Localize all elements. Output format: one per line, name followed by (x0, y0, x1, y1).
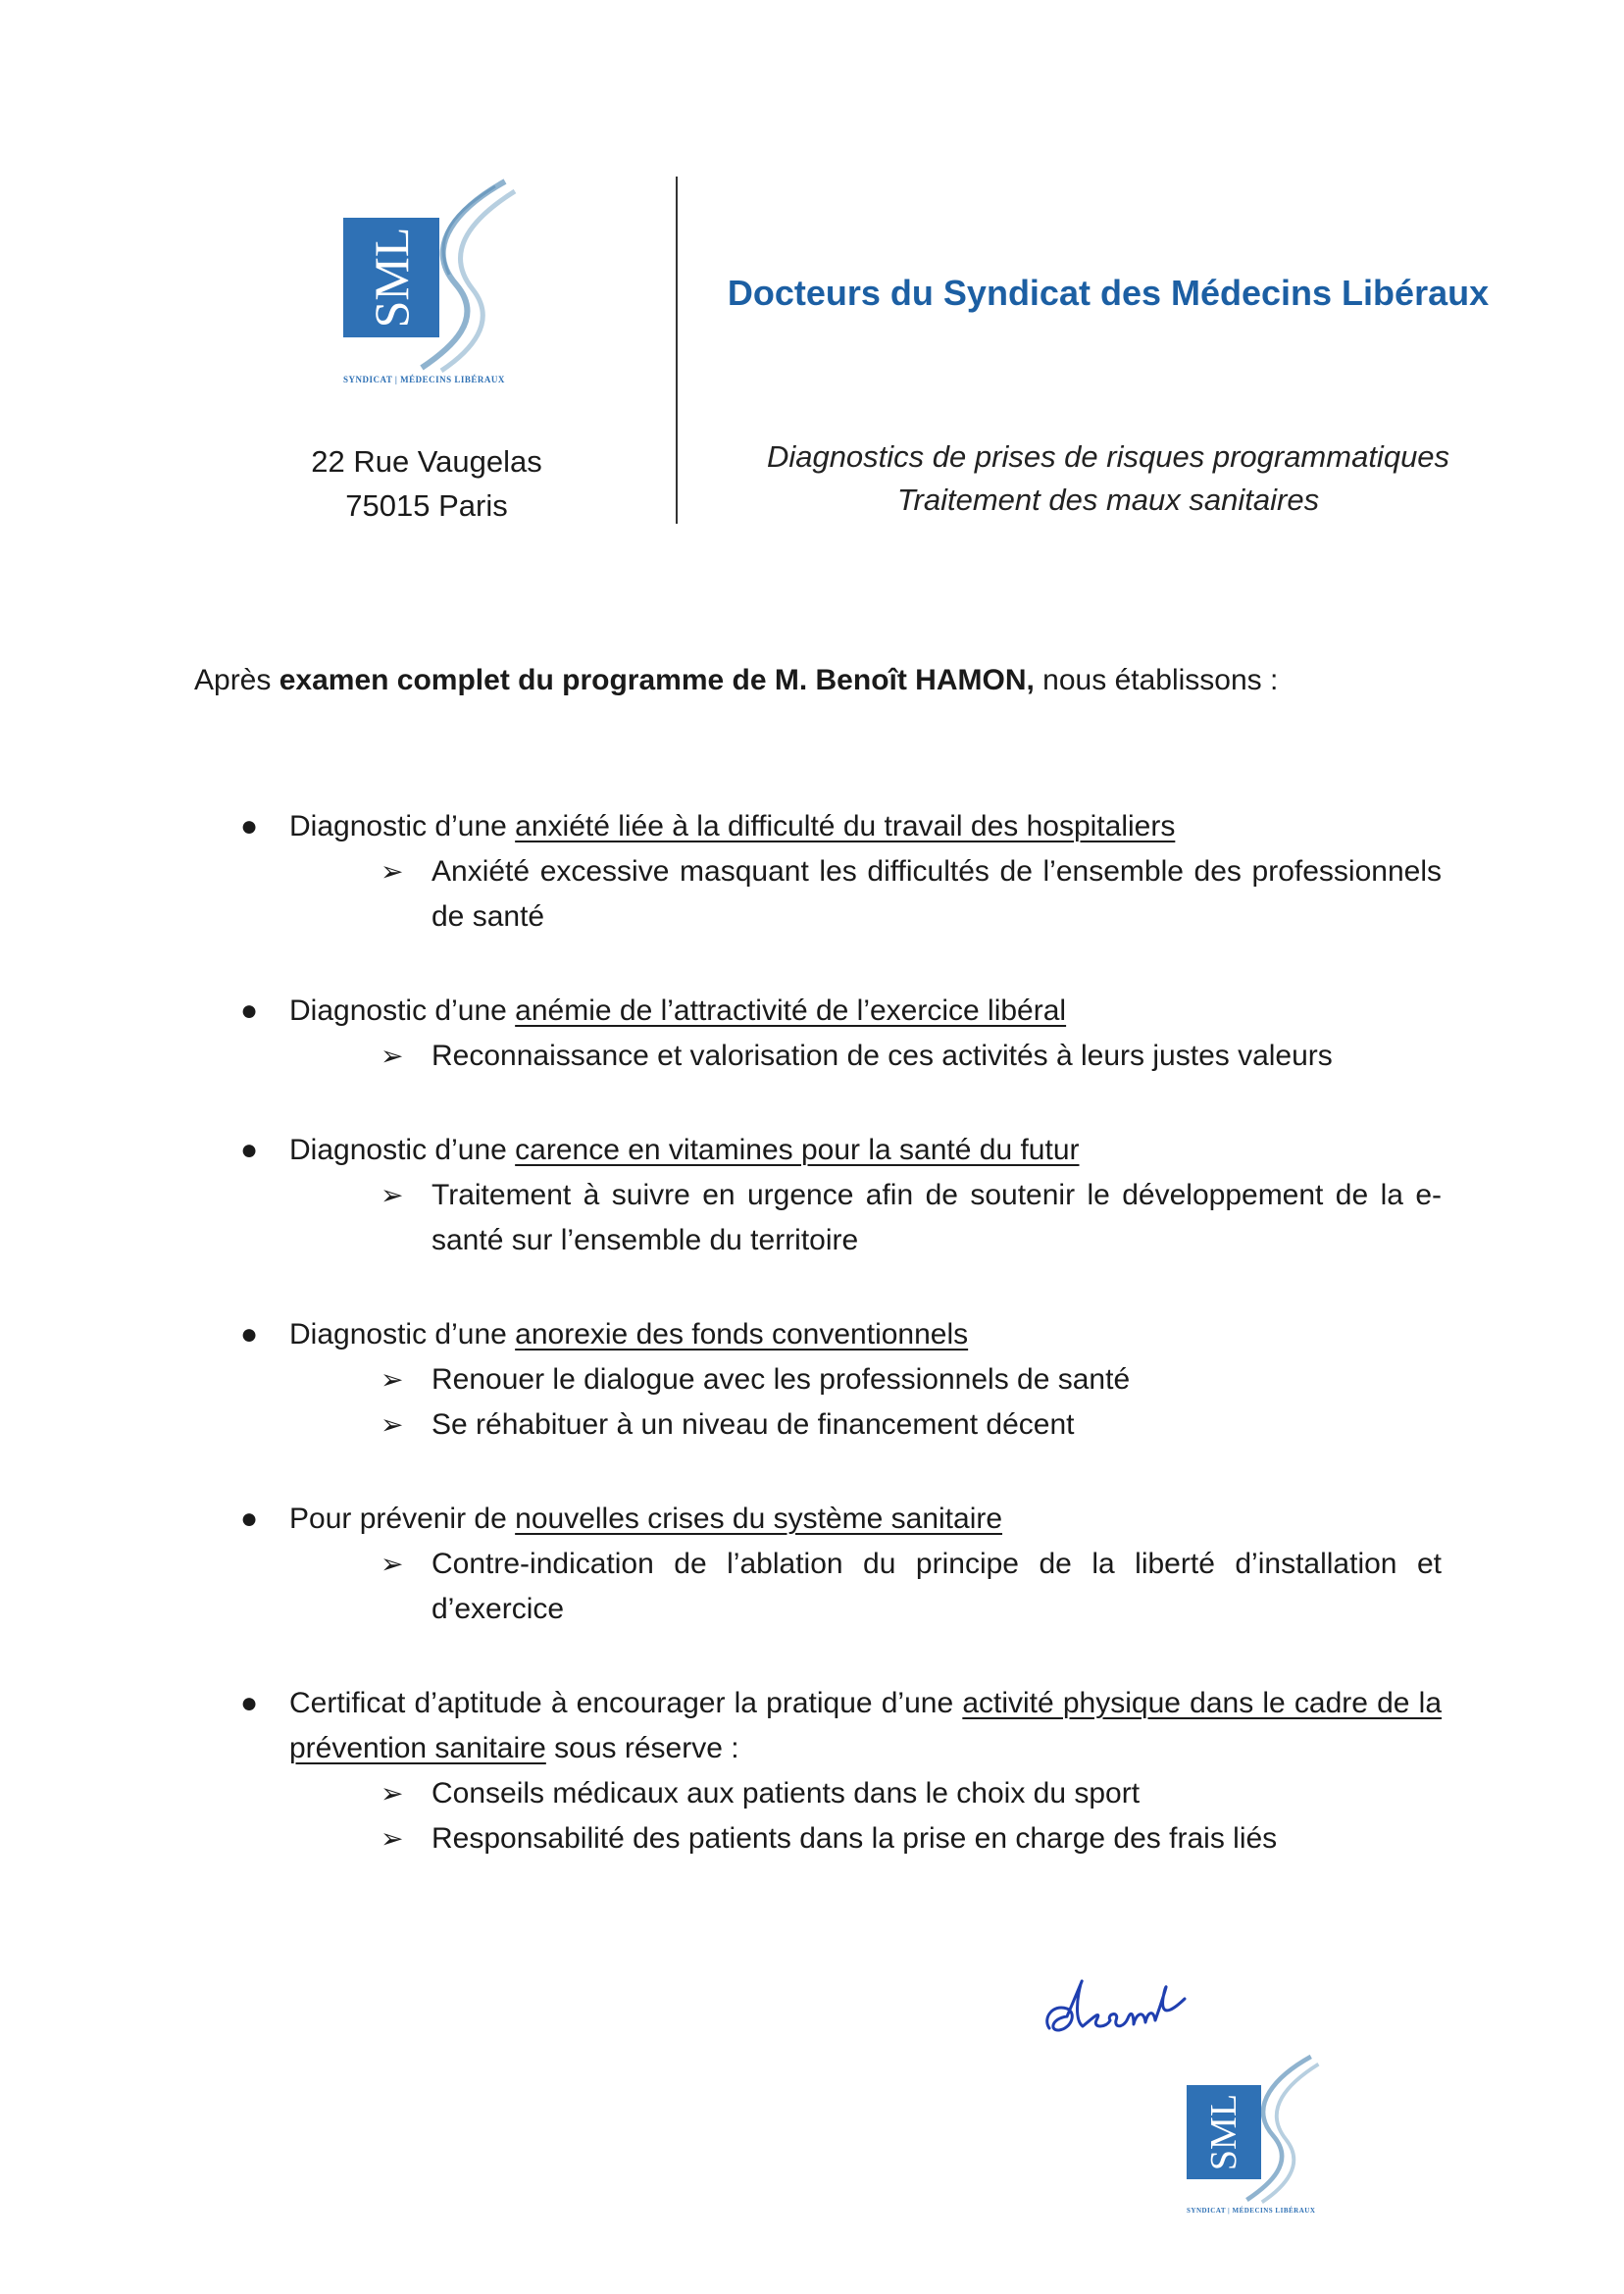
sub-item (226, 1816, 1442, 1861)
item-underlined: activité physique dans le cadre de la prévention sanitaire (289, 1687, 1443, 1764)
org-subtitle (686, 435, 1530, 522)
address (275, 439, 579, 528)
item-underlined: anorexie des fonds conventionnels (515, 1318, 969, 1351)
sub-item (226, 1771, 1442, 1816)
logo-caption: SYNDICAT | MÉDECINS LIBÉRAUX (1187, 2207, 1316, 2215)
arrow-right-icon: ➢ (381, 1041, 404, 1071)
list-item (226, 989, 1442, 1079)
item-prefix: Diagnostic d’une (289, 994, 516, 1027)
item-text (226, 1497, 1442, 1542)
item-text (226, 1128, 1442, 1173)
sub-item-text: Responsabilité des patients dans la prise en charge des frais liés (431, 1822, 1278, 1855)
arrow-right-icon: ➢ (381, 1180, 404, 1210)
intro-paragraph (194, 664, 1469, 697)
sub-item-text: Renouer le dialogue avec les professionnels de santé (431, 1363, 1131, 1396)
item-text (226, 1681, 1442, 1771)
handwritten-signature (1038, 1960, 1194, 2048)
bullet-icon: ● (240, 1134, 259, 1166)
logo-caption: SYNDICAT | MÉDECINS LIBÉRAUX (343, 375, 505, 384)
list-item (226, 1497, 1442, 1632)
bullet-icon: ● (240, 1687, 259, 1719)
intro-suffix: nous établissons : (1034, 664, 1279, 696)
diagnosis-list (226, 804, 1442, 1911)
sub-item (226, 1357, 1442, 1402)
arrow-right-icon: ➢ (381, 1549, 404, 1579)
list-item (226, 1312, 1442, 1448)
org-subtitle-line2: Traitement des maux sanitaires (896, 483, 1320, 517)
bullet-icon: ● (240, 810, 259, 842)
org-subtitle-line1: Diagnostics de prises de risques programmatiques (766, 439, 1450, 474)
logo-text: SML (364, 227, 419, 329)
intro-prefix: Après (194, 664, 279, 696)
list-item (226, 804, 1442, 940)
sub-item-text: Anxiété excessive masquant les difficultés de l’ensemble des professionnels de santé (431, 855, 1442, 933)
bullet-icon: ● (240, 1318, 259, 1351)
sub-item (226, 1034, 1442, 1079)
arrow-right-icon: ➢ (381, 1823, 404, 1854)
logo-box (343, 218, 439, 337)
sub-item (226, 1542, 1442, 1632)
item-prefix: Pour prévenir de (289, 1503, 516, 1535)
arrow-right-icon: ➢ (381, 1409, 404, 1440)
intro-bold: examen complet du programme de M. Benoît HAMON, (279, 664, 1035, 696)
sub-item (226, 1173, 1442, 1263)
header-divider (676, 177, 678, 524)
item-underlined: anxiété liée à la difficulté du travail des hospitaliers (515, 810, 1176, 842)
item-text (226, 804, 1442, 849)
arrow-right-icon: ➢ (381, 1778, 404, 1809)
arrow-right-icon: ➢ (381, 1364, 404, 1395)
sub-item-text: Reconnaissance et valorisation de ces activités à leurs justes valeurs (431, 1040, 1333, 1072)
item-prefix: Diagnostic d’une (289, 1318, 516, 1351)
item-suffix: sous réserve : (545, 1732, 739, 1764)
list-item (226, 1681, 1442, 1861)
address-line1: 22 Rue Vaugelas (311, 444, 542, 479)
item-prefix: Diagnostic d’une (289, 810, 516, 842)
org-title: Docteurs du Syndicat des Médecins Libéraux (727, 273, 1490, 313)
item-text (226, 1312, 1442, 1357)
bullet-icon: ● (240, 994, 259, 1027)
sub-item-text: Se réhabituer à un niveau de financement décent (431, 1408, 1075, 1441)
sml-stamp-logo (1187, 2050, 1334, 2246)
sub-item (226, 1402, 1442, 1448)
sub-item-text: Contre-indication de l’ablation du principe de la liberté d’installation et d’exercice (431, 1548, 1442, 1625)
item-text (226, 989, 1442, 1034)
sub-item-text: Traitement à suivre en urgence afin de soutenir le développement de la e-santé sur l’ensemble du territoire (431, 1179, 1442, 1256)
address-line2: 75015 Paris (345, 488, 508, 523)
logo-box (1187, 2085, 1261, 2179)
bullet-icon: ● (240, 1503, 259, 1535)
sub-item-text: Conseils médicaux aux patients dans le choix du sport (431, 1777, 1141, 1810)
list-item (226, 1128, 1442, 1263)
logo-text: SML (1203, 2093, 1244, 2171)
item-prefix: Certificat d’aptitude à encourager la pratique d’une (289, 1687, 963, 1719)
item-prefix: Diagnostic d’une (289, 1134, 516, 1166)
item-underlined: carence en vitamines pour la santé du futur (515, 1134, 1080, 1166)
item-underlined: anémie de l’attractivité de l’exercice libéral (515, 994, 1067, 1027)
arrow-right-icon: ➢ (381, 856, 404, 887)
sml-logo (343, 177, 530, 402)
item-underlined: nouvelles crises du système sanitaire (515, 1503, 1003, 1535)
sub-item (226, 849, 1442, 940)
